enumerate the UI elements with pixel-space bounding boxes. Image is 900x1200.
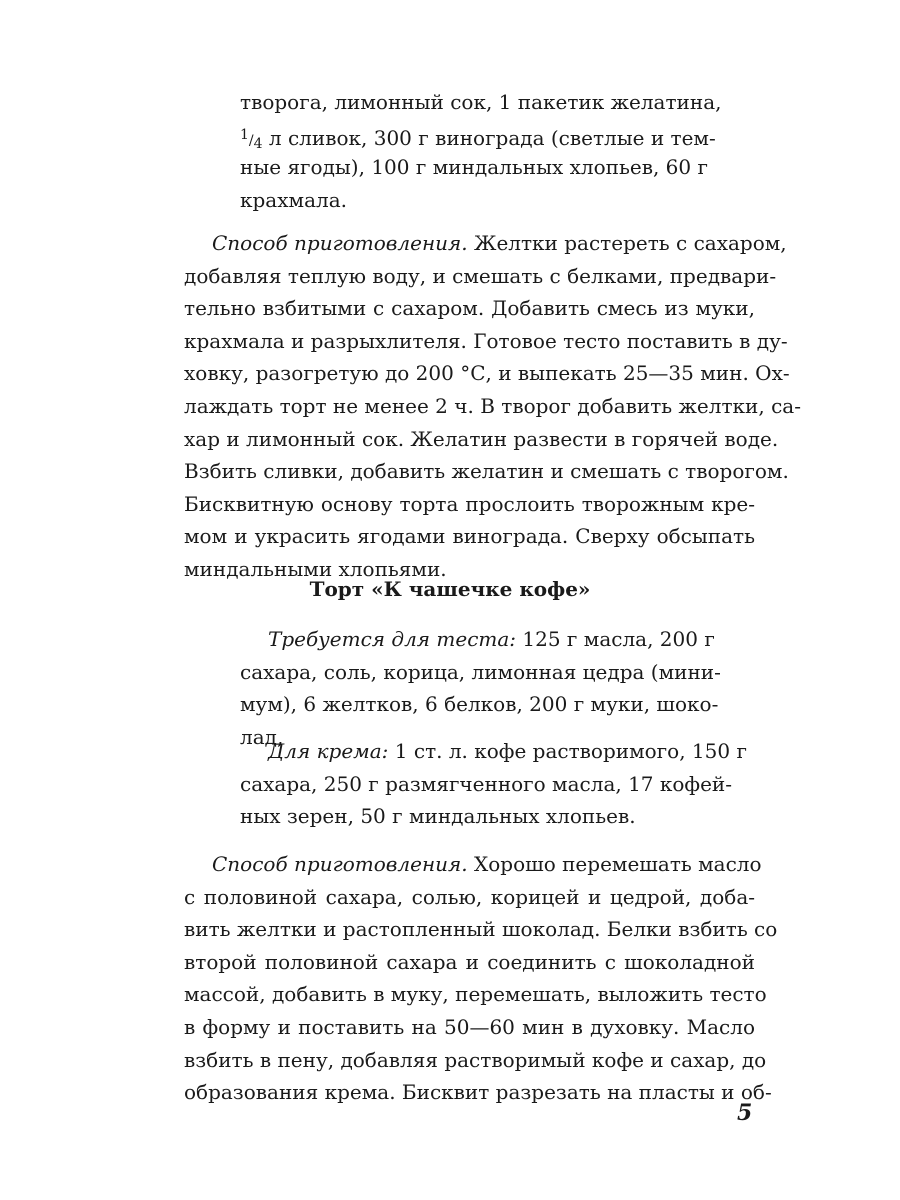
text-line: сахара, 250 г размягченного масла, 17 кофей-: [240, 771, 733, 796]
text-line: лаждать торт не менее 2 ч. В творог добавить желтки, са-: [184, 393, 801, 418]
text-line: второй половиной сахара и соединить с шоколадной: [184, 949, 755, 974]
text-line: Требуется для теста: 125 г масла, 200 г: [268, 627, 715, 651]
recipe-title: Торт «К чашечке кофе»: [309, 577, 591, 601]
text-line: сахара, соль, корица, лимонная цедра (мини-: [240, 659, 721, 684]
text-line: массой, добавить в муку, перемешать, выложить тесто: [184, 982, 767, 1007]
ingredients-continuation: [240, 86, 722, 216]
fraction: 1/4: [240, 126, 263, 152]
text-line: 1/4 л сливок, 300 г винограда (светлые и тем-: [240, 125, 716, 152]
text-line: ные ягоды), 100 г миндальных хлопьев, 60 г: [240, 155, 708, 180]
text-line: Бисквитную основу торта прослоить творожным кре-: [184, 491, 755, 516]
text-line: вить желтки и растопленный шоколад. Белки взбить со: [184, 917, 778, 942]
method-label: Способ приготовления.: [212, 852, 468, 876]
method-paragraph-1: [184, 227, 801, 586]
text-line: крахмала.: [240, 187, 347, 212]
text-line: миндальными хлопьями.: [184, 556, 447, 581]
text-line: творога, лимонный сок, 1 пакетик желатина,: [240, 90, 722, 114]
cream-label: Для крема:: [268, 739, 389, 763]
text-line: хар и лимонный сок. Желатин развести в горячей воде.: [184, 426, 779, 451]
text-line: с половиной сахара, солью, корицей и цедрой, доба-: [184, 884, 755, 909]
text-line: тельно взбитыми с сахаром. Добавить смесь из муки,: [184, 296, 755, 321]
text-line: крахмала и разрыхлителя. Готовое тесто поставить в ду-: [184, 328, 788, 353]
text-line: в форму и поставить на 50—60 мин в духовку. Масло: [184, 1014, 755, 1039]
text-line: взбить в пену, добавляя растворимый кофе и сахар, до: [184, 1047, 767, 1072]
text-line: добавляя теплую воду, и смешать с белками, предвари-: [184, 263, 777, 288]
text-line: Взбить сливки, добавить желатин и смешать с творогом.: [184, 459, 789, 484]
text-line: мум), 6 желтков, 6 белков, 200 г муки, шоко-: [240, 692, 719, 717]
cream-ingredients: [240, 735, 747, 833]
dough-label: Требуется для теста:: [268, 627, 517, 651]
text-line: ных зерен, 50 г миндальных хлопьев.: [240, 804, 636, 829]
text-line: мом и украсить ягодами винограда. Сверху обсыпать: [184, 524, 755, 549]
text-line: Способ приготовления. Желтки растереть с сахаром,: [212, 231, 787, 255]
text-line: образования крема. Бисквит разрезать на пласты и об-: [184, 1080, 772, 1105]
text-line: лад,: [240, 724, 284, 749]
dough-ingredients: [240, 623, 721, 753]
text-line: ховку, разогретую до 200 °С, и выпекать 25—35 мин. Ох-: [184, 361, 790, 386]
page-number: 5: [737, 1100, 753, 1126]
text-line: Для крема: 1 ст. л. кофе растворимого, 150 г: [268, 739, 747, 763]
method-paragraph-2: [184, 848, 778, 1109]
text-line: Способ приготовления. Хорошо перемешать масло: [212, 852, 762, 876]
method-label: Способ приготовления.: [212, 231, 468, 255]
